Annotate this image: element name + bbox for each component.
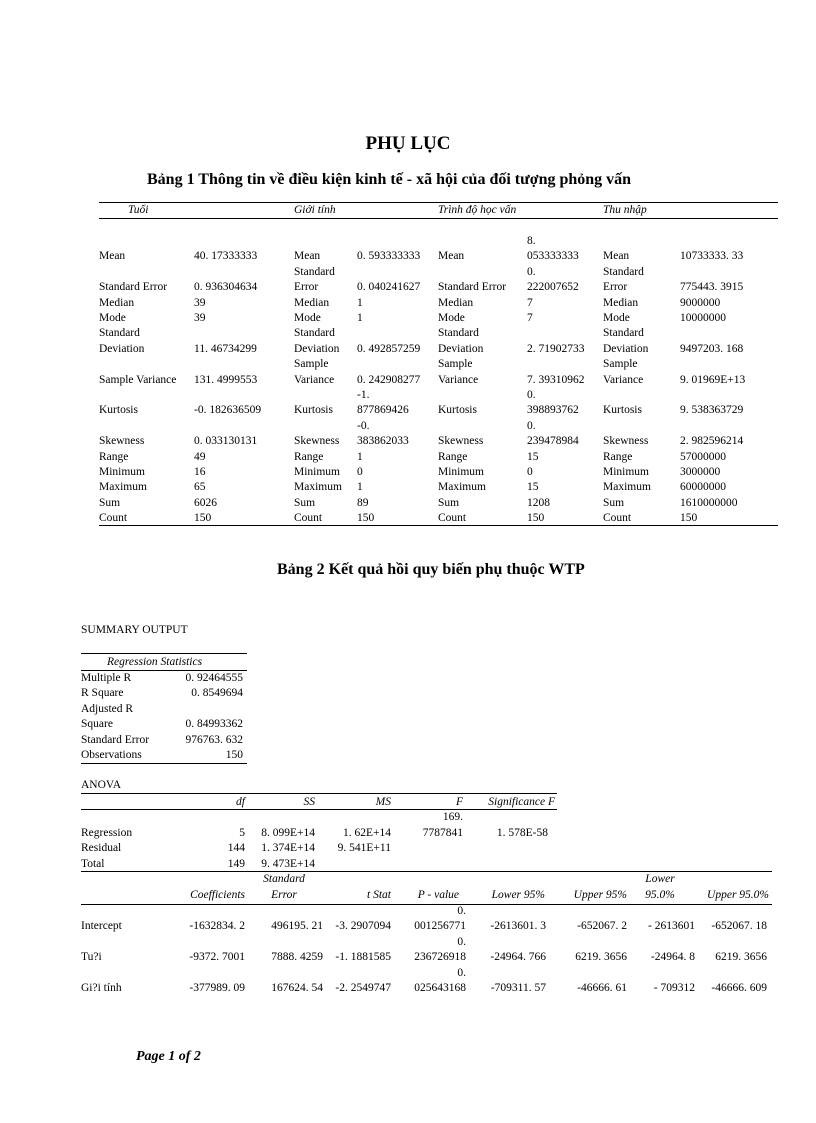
table1-cell: 15 <box>527 481 539 494</box>
table1-cell: Deviation <box>294 342 340 355</box>
table1-cell: Sum <box>603 496 625 509</box>
table1-cell: 6026 <box>194 496 217 509</box>
table1-cell: 11. 46734299 <box>194 342 257 355</box>
table1-cell: 1208 <box>527 496 550 509</box>
table1-cell: Standard <box>99 327 140 340</box>
table1-cell: Sum <box>294 496 316 509</box>
table1-cell: 239478984 <box>527 435 579 448</box>
anova-header-rule <box>81 809 557 810</box>
table1-cell: 7 <box>527 312 533 324</box>
anova-row-name: Total <box>81 857 105 870</box>
table1-cell: 8. <box>527 235 536 247</box>
table1-cell: Minimum <box>603 466 650 478</box>
anova-header-f: F <box>455 796 463 808</box>
table1-cell: Sum <box>438 496 460 509</box>
table1-cell: Deviation <box>438 342 484 355</box>
coef-cell: -9372. 7001 <box>189 951 245 963</box>
table1-cell: 131. 4999553 <box>194 373 258 386</box>
coef-p-top: 0. <box>457 967 466 979</box>
anova-cell: 149 <box>227 857 245 870</box>
table1-cell: 0. <box>527 389 536 401</box>
table2-caption: Bảng 2 Kết quả hồi quy biến phụ thuộc WTP <box>277 561 585 578</box>
table1-cell: Mode <box>294 312 321 324</box>
table1-cell: -1. <box>357 389 370 401</box>
table1-cell: Mean <box>294 250 321 263</box>
coef-cell: -46666. 609 <box>711 982 767 994</box>
table1-cell: 1 <box>357 481 363 494</box>
table1-cell: 1 <box>357 450 363 463</box>
table1-cell: 1 <box>357 312 363 324</box>
table1-cell: Count <box>603 512 632 525</box>
table1-cell: Median <box>294 296 330 309</box>
table1-cell: Mean <box>99 250 126 263</box>
table1-cell: 10000000 <box>680 312 726 324</box>
coef-cell: -377989. 09 <box>189 982 245 994</box>
table1-cell: 150 <box>357 512 375 525</box>
table1-cell: Mean <box>438 250 465 263</box>
reg-stat-value: 0. 8549694 <box>191 687 243 700</box>
table1-cell: Sum <box>99 496 121 509</box>
table1-header-rule <box>99 218 778 219</box>
coef-p-top: 0. <box>457 905 466 917</box>
table1-cell: 9000000 <box>680 296 721 309</box>
table1-cell: 2. 982596214 <box>680 435 744 448</box>
reg-stats-top-rule <box>81 653 247 654</box>
anova-cell: 1. 62E+14 <box>342 827 391 839</box>
table1-cell: 9. 538363729 <box>680 404 744 417</box>
coef-cell: -652067. 2 <box>577 920 627 932</box>
table1-cell: Minimum <box>294 466 341 478</box>
table1-cell: -0. <box>357 419 370 432</box>
table1-cell: 0 <box>527 466 533 478</box>
coef-header-upper95: Upper 95% <box>573 889 627 901</box>
table1-cell: 7. 39310962 <box>527 373 585 386</box>
table1-cell: Mode <box>99 312 126 324</box>
summary-label: SUMMARY OUTPUT <box>81 624 188 636</box>
coef-cell: -46666. 61 <box>577 982 627 994</box>
anova-row-name: Regression <box>81 827 133 839</box>
table1-cell: 0. 242908277 <box>357 373 421 386</box>
table1-cell: Variance <box>438 373 479 386</box>
table1-cell: 65 <box>194 481 206 494</box>
coef-cell: 025643168 <box>414 982 466 994</box>
table1-cell: 0. <box>527 265 536 278</box>
table1-cell: Skewness <box>294 435 340 448</box>
coef-header-lower950: 95.0% <box>645 889 675 901</box>
table1-cell: Standard <box>438 327 479 340</box>
table1-cell: 57000000 <box>680 450 726 463</box>
reg-stats-header: Regression Statistics <box>107 656 203 668</box>
coef-row-name: Tu?i <box>81 951 102 963</box>
coef-cell: -2613601. 3 <box>490 920 546 932</box>
table1-cell: 398893762 <box>527 404 579 417</box>
table1-cell: 16 <box>194 466 206 478</box>
table1-cell: 60000000 <box>680 481 726 494</box>
table1-cell: Sample <box>603 358 638 371</box>
table1-cell: 0. 593333333 <box>357 250 421 263</box>
table1-cell: Maximum <box>603 481 651 494</box>
reg-stat-label: Square <box>81 718 113 731</box>
coef-cell: -1632834. 2 <box>189 920 245 932</box>
coef-cell: - 2613601 <box>648 920 695 932</box>
table1-cell: Standard Error <box>99 281 168 294</box>
reg-stat-label: Adjusted R <box>81 702 134 715</box>
table1-cell: Kurtosis <box>99 404 138 417</box>
table1-cell: Sample <box>294 358 329 371</box>
coef-cell: 6219. 3656 <box>715 951 767 963</box>
table1-cell: 053333333 <box>527 250 579 263</box>
table1-cell: Deviation <box>603 342 649 355</box>
table1-cell: 150 <box>680 512 698 525</box>
coef-header-coefficients: Coefficients <box>190 889 245 901</box>
table1-cell: Mean <box>603 250 630 263</box>
table1-cell: Error <box>603 281 628 294</box>
table1-cell: Range <box>438 450 468 463</box>
anova-cell: 1. 374E+14 <box>261 842 315 855</box>
coef-cell: 001256771 <box>414 920 466 932</box>
coef-header-lower95: Lower 95% <box>491 889 545 901</box>
table1-cell: Skewness <box>603 435 649 448</box>
table1-cell: 9. 01969E+13 <box>680 373 746 386</box>
table1-cell: Count <box>294 512 323 525</box>
coef-cell: 6219. 3656 <box>575 951 627 963</box>
table1-cell: 877869426 <box>357 404 409 417</box>
table1-cell: 7 <box>527 296 533 309</box>
coef-header-tstat: t Stat <box>367 889 391 901</box>
table1-cell: Variance <box>294 373 335 386</box>
coef-cell: -652067. 18 <box>711 920 767 932</box>
anova-header-significance: Significance F <box>488 796 555 808</box>
table1-cell: Skewness <box>99 435 145 448</box>
table1-cell: 2. 71902733 <box>527 342 585 355</box>
table1-cell: Sample <box>438 358 473 371</box>
table1-cell: Mode <box>603 312 630 324</box>
table1-cell: Kurtosis <box>603 404 642 417</box>
reg-stats-bottom-rule <box>81 763 247 764</box>
anova-cell: 1. 578E-58 <box>496 827 548 839</box>
table1-cell: 0. 040241627 <box>357 281 421 294</box>
reg-stat-label: R Square <box>81 687 124 700</box>
coef-row-name: Intercept <box>81 920 122 932</box>
table1-cell: 0. <box>527 419 536 432</box>
coef-cell: 167624. 54 <box>271 982 323 994</box>
anova-cell: 9. 541E+11 <box>337 842 391 855</box>
table1-cell: 775443. 3915 <box>680 281 744 294</box>
reg-stat-label: Multiple R <box>81 672 132 684</box>
table1-cell: Deviation <box>99 342 145 355</box>
table1-cell: Standard <box>294 265 335 278</box>
coef-header-se: Error <box>271 889 297 901</box>
page-title: PHỤ LỤC <box>365 133 451 154</box>
table1-cell: 10733333. 33 <box>680 250 744 263</box>
reg-stat-label: Observations <box>81 749 142 761</box>
anova-cell: 9. 473E+14 <box>261 857 315 870</box>
table1-cell: Standard <box>294 327 335 340</box>
page-footer: Page 1 of 2 <box>136 1049 201 1064</box>
table1-cell: 383862033 <box>357 435 409 448</box>
table1-cell: 3000000 <box>680 466 721 478</box>
table1-cell: 1 <box>357 296 363 309</box>
table1-cell: Standard <box>603 265 644 278</box>
coef-cell: -3. 2907094 <box>335 920 391 932</box>
anova-header-df: df <box>236 796 245 808</box>
coef-p-top: 0. <box>457 936 466 948</box>
table1-cell: Maximum <box>294 481 342 494</box>
table1-cell: 39 <box>194 312 206 324</box>
table1-cell: 150 <box>527 512 545 525</box>
table1-cell: Median <box>438 296 474 309</box>
reg-stat-value: 976763. 632 <box>185 733 243 746</box>
table1-cell: Mode <box>438 312 465 324</box>
table1-cell: 9497203. 168 <box>680 342 744 355</box>
anova-header-ms: MS <box>375 796 391 808</box>
table1-cell: Error <box>294 281 319 294</box>
table1-cell: -0. 182636509 <box>194 404 262 417</box>
table1-cell: Kurtosis <box>294 404 333 417</box>
table1-cell: 1610000000 <box>680 496 738 509</box>
table1-cell: 40. 17333333 <box>194 250 258 263</box>
coef-header-upper950: Upper 95.0% <box>707 889 769 901</box>
reg-stat-label: Standard Error <box>81 733 150 746</box>
coef-header-se-top: Standard <box>263 873 305 885</box>
table1-cell: Standard Error <box>438 281 507 294</box>
table1-cell: 89 <box>357 496 369 509</box>
table1-header-thu-nhap: Thu nhập <box>603 204 647 216</box>
table1-cell: 49 <box>194 450 206 463</box>
table1-cell: Median <box>99 296 135 309</box>
coef-cell: 7888. 4259 <box>271 951 323 963</box>
anova-cell: 7787841 <box>422 827 463 839</box>
anova-label: ANOVA <box>81 779 122 791</box>
table1-cell: Range <box>294 450 324 463</box>
table1-cell: 222007652 <box>527 281 579 294</box>
table1-cell: Count <box>438 512 467 525</box>
anova-row-name: Residual <box>81 842 122 855</box>
table1-cell: Maximum <box>99 481 147 494</box>
anova-top-rule <box>81 793 557 794</box>
table1-cell: Skewness <box>438 435 484 448</box>
coef-cell: -709311. 57 <box>490 982 546 994</box>
reg-stat-value: 150 <box>225 749 243 761</box>
table1-header-gioi-tinh: Giới tính <box>294 204 336 216</box>
table1-cell: Sample Variance <box>99 373 177 386</box>
table1-cell: 0. 033130131 <box>194 435 258 448</box>
table1-cell: Standard <box>603 327 644 340</box>
table1-cell: Kurtosis <box>438 404 477 417</box>
table1-header-trinh-do: Trình độ học vấn <box>438 204 517 216</box>
table1-cell: Minimum <box>438 466 485 478</box>
table1-cell: Maximum <box>438 481 486 494</box>
coef-cell: 236726918 <box>414 951 466 963</box>
table1-bottom-rule <box>99 525 778 526</box>
coef-cell: -24964. 8 <box>650 951 695 963</box>
table1-cell: 39 <box>194 296 206 309</box>
anova-f-top: 169. <box>442 811 463 823</box>
table1-cell: Range <box>99 450 129 463</box>
coef-cell: -2. 2549747 <box>335 982 391 994</box>
coef-header-pvalue: P - value <box>417 889 459 901</box>
table1-header-tuoi: Tuổi <box>128 204 149 216</box>
reg-stat-value: 0. 84993362 <box>185 718 243 731</box>
table1-cell: Range <box>603 450 633 463</box>
table1-cell: Variance <box>603 373 644 386</box>
anova-cell: 8. 099E+14 <box>261 827 315 839</box>
table1-cell: Median <box>603 296 639 309</box>
table1-cell: 0 <box>357 466 363 478</box>
anova-header-ss: SS <box>303 796 315 808</box>
anova-cell: 5 <box>239 827 245 839</box>
table1-cell: 0. 492857259 <box>357 342 421 355</box>
table1-cell: 15 <box>527 450 539 463</box>
table1-cell: Minimum <box>99 466 146 478</box>
reg-stat-value: 0. 92464555 <box>185 672 243 684</box>
table1-caption: Bảng 1 Thông tin về điều kiện kinh tế - xã hội của đối tượng phỏng vấn <box>147 171 632 188</box>
anova-cell: 144 <box>227 842 245 855</box>
coef-cell: -1. 1881585 <box>335 951 391 963</box>
coef-cell: - 709312 <box>653 982 695 994</box>
table1-cell: Count <box>99 512 128 525</box>
coef-cell: 496195. 21 <box>271 920 323 932</box>
coef-row-name: Gi?i tính <box>81 982 122 994</box>
coef-header-l95b-top: Lower <box>645 873 675 885</box>
table1-cell: 0. 936304634 <box>194 281 258 294</box>
table1-cell: 150 <box>194 512 212 525</box>
coef-cell: -24964. 766 <box>490 951 546 963</box>
